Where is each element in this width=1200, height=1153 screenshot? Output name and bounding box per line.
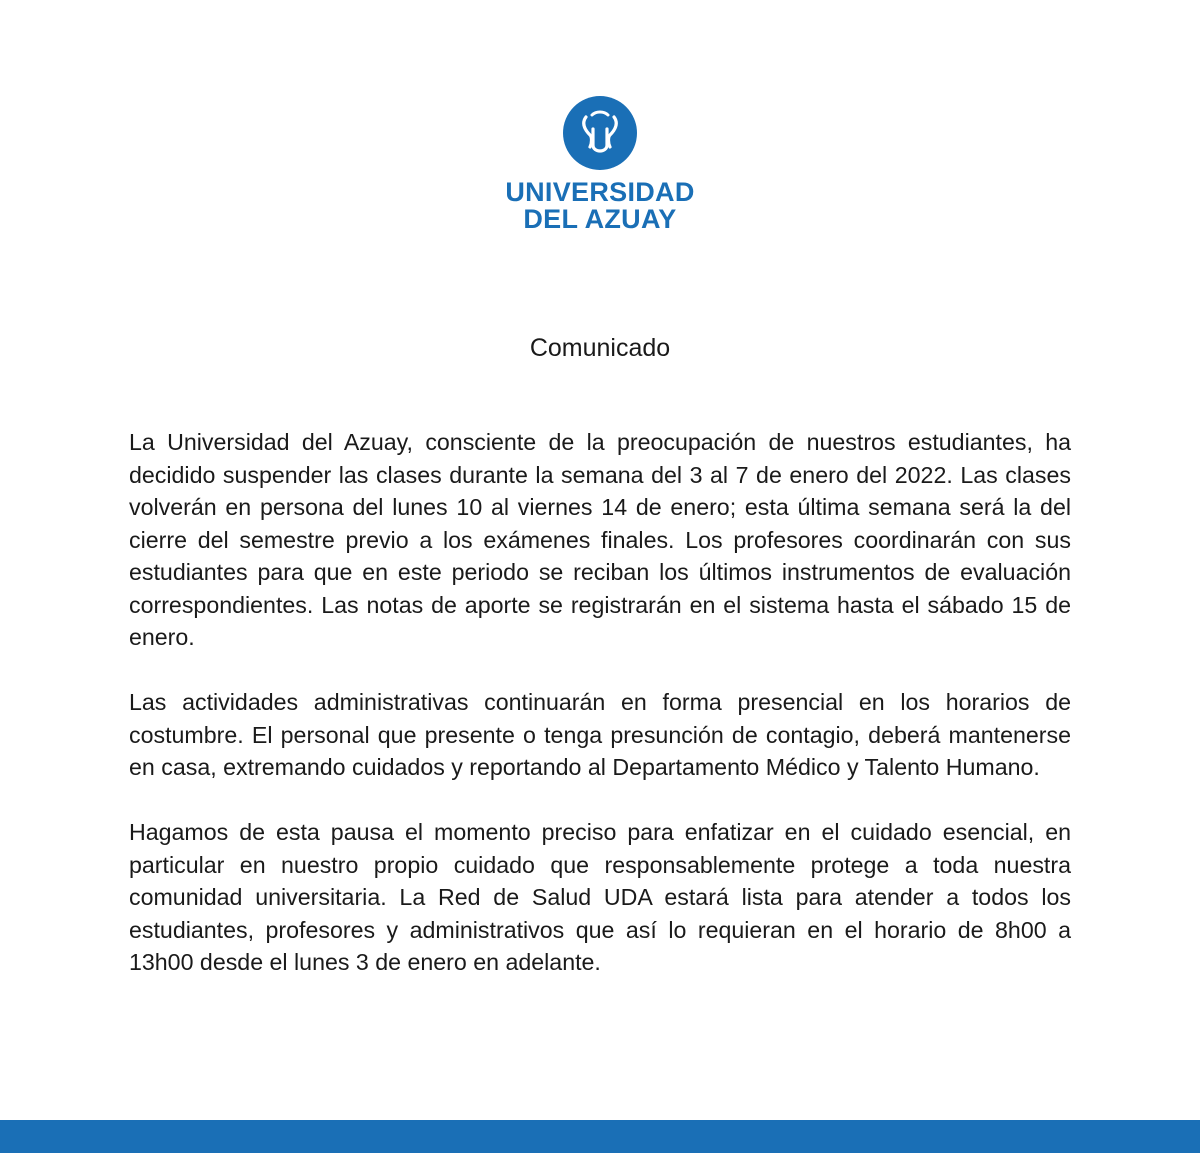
communique-body [129,426,1071,1011]
university-name-line1: UNIVERSIDAD [505,177,695,207]
page-title: Comunicado [529,334,671,362]
paragraph-3: Hagamos de esta pausa el momento preciso para enfatizar en el cuidado esencial, en particular en nuestro propio cuidado que responsablemente protege a toda nuestra comunidad universitaria. La Red de Salud UDA estará lista para atender a todos los estudiantes, profesores y administrativos que así lo requieran en el horario de 8h00 a 13h00 desde el lunes 3 de enero en adelante. [129,819,1071,975]
paragraph-1: La Universidad del Azuay, consciente de la preocupación de nuestros estudiantes, ha decidido suspender las clases durante la semana del 3 al 7 de enero del 2022. Las clases volverán en persona del lunes 10 al viernes 14 de enero; esta última semana será la del cierre del semestre previo a los exámenes finales. Los profesores coordinarán con sus estudiantes para que en este periodo se reciban los últimos instrumentos de evaluación correspondientes. Las notas de aporte se registrarán en el sistema hasta el sábado 15 de enero. [129,429,1071,650]
footer-bar [0,1120,1200,1153]
university-logo [0,95,1200,233]
paragraph-2: Las actividades administrativas continuarán en forma presencial en los horarios de costumbre. El personal que presente o tenga presunción de contagio, deberá mantenerse en casa, extremando cuidados y reportando al Departamento Médico y Talento Humano. [129,689,1071,780]
university-name-line2: DEL AZUAY [523,204,677,234]
university-seal-icon [562,95,638,171]
university-name [0,179,1200,233]
